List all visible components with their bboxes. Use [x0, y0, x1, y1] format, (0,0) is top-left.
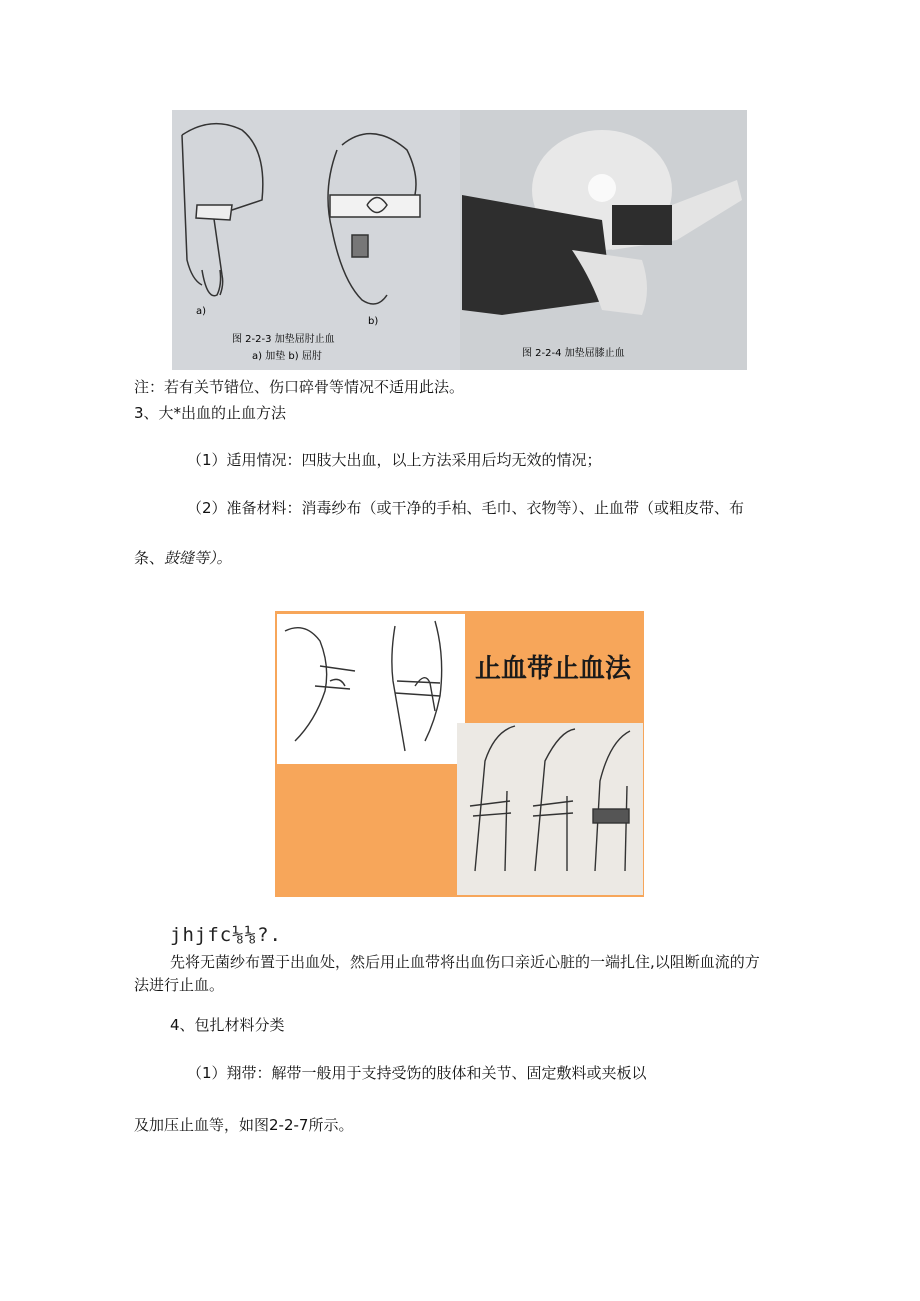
paragraph-line1: 先将无菌纱布置于出血处，然后用止血带将出血伤口亲近心脏的一端扎住,以阻断血流的方: [170, 953, 760, 971]
figure1-label-a: a): [196, 306, 207, 317]
item2-line2: [134, 548, 232, 568]
figure1-caption-right: 图 2-2-4 加垫屈膝止血: [522, 348, 625, 359]
tourniquet-illustration: [275, 611, 644, 897]
figure1-caption-left: 图 2-2-3 加垫屈肘止血: [232, 334, 335, 345]
item1-text: （1）适用情况：四肢大出血，以上方法采用后均无效的情况；: [187, 451, 602, 469]
figure1-caption-left-sub: a) 加垫 b) 屈肘: [252, 351, 322, 362]
paragraph-line2: 法进行止血。: [134, 976, 225, 994]
item3-continuation: 及加压止血等，如图2-2-7所示。: [134, 1116, 354, 1134]
figure-tourniquet: [275, 611, 644, 897]
item2-line2-a: 条、: [134, 549, 165, 567]
section3-heading: 3、大*出血的止血方法: [134, 404, 287, 422]
item2-line2-b: 鼓缝等）。: [164, 549, 232, 567]
knee-photo: [460, 110, 747, 370]
garbled-text: jhjfc⅛⅛?.: [170, 924, 282, 946]
section4-heading: 4、包扎材料分类: [170, 1016, 285, 1034]
figure-bandage-pressure: [172, 110, 747, 370]
figure2-title: 止血带止血法: [475, 654, 632, 684]
note-text: 注：若有关节错位、伤口碎骨等情况不适用此法。: [134, 378, 465, 396]
figure1-label-b: b): [368, 316, 379, 327]
item3-text: （1）翔带：解带一般用于支持受饬的肢体和关节、固定敷料或夹板以: [187, 1064, 647, 1082]
figure-illustration: [172, 110, 747, 370]
item2-line1: （2）准备材料：消毒纱布（或干净的手柏、毛巾、衣物等）、止血带（或粗皮带、布: [187, 499, 745, 517]
